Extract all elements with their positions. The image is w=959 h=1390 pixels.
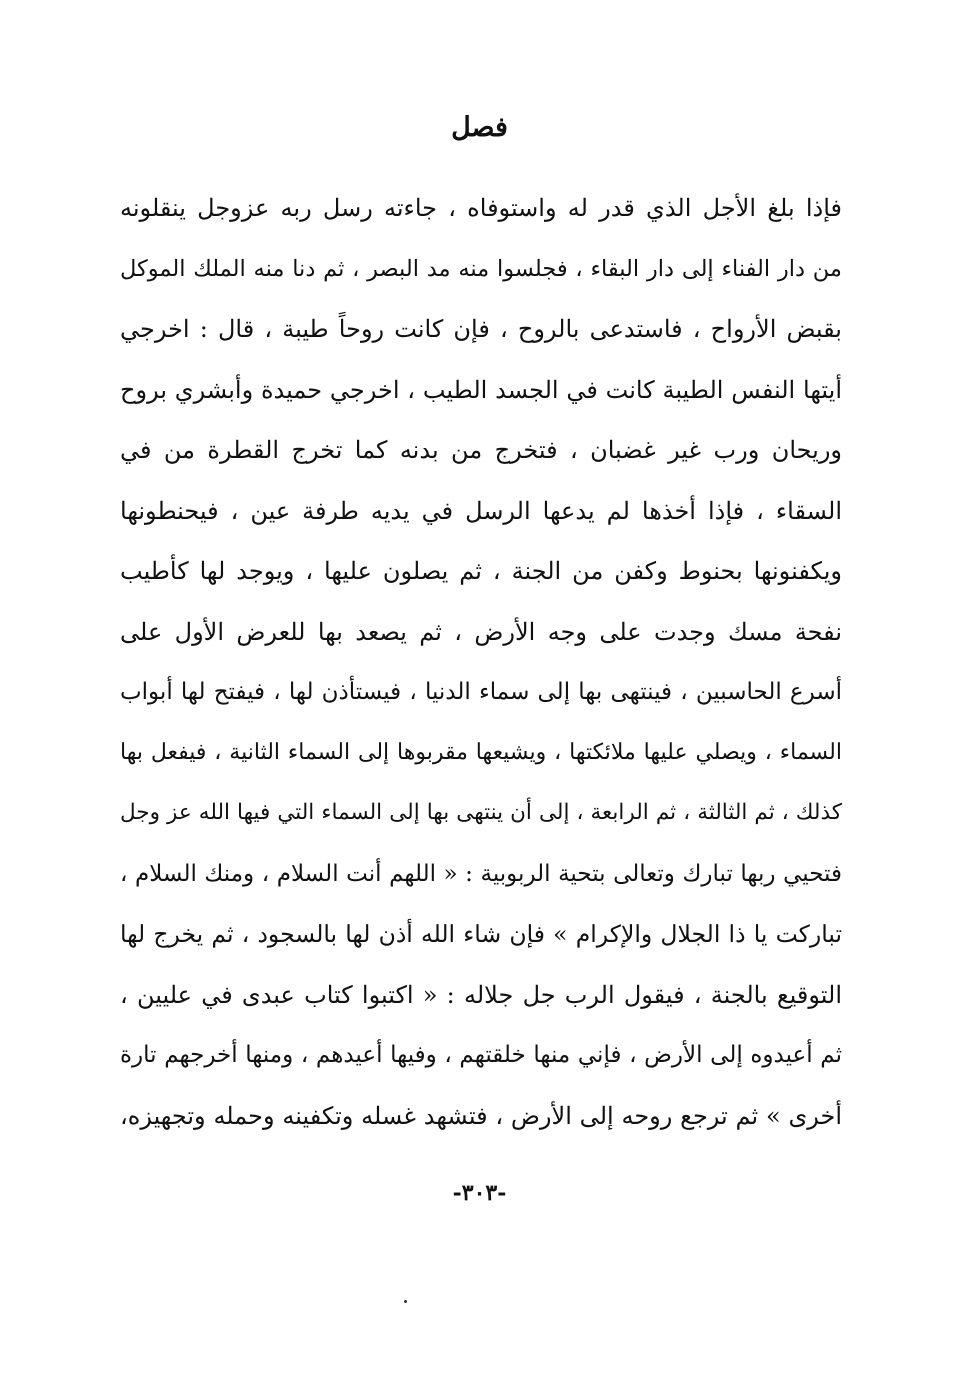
text-line: تباركت يا ذا الجلال والإكرام » فإن شاء الله أذن لها بالسجود ، ثم يخرج لها xyxy=(120,920,842,948)
text-line: وريحان ورب غير غضبان ، فتخرج من بدنه كما تخرج القطرة من في xyxy=(120,436,842,464)
text-line: من دار الفناء إلى دار البقاء ، فجلسوا منه مد البصر ، ثم دنا منه الملك الموكل xyxy=(120,255,842,282)
text-line: ثم أعيدوه إلى الأرض ، فإني منها خلقتهم ، وفيها أعيدهم ، ومنها أخرجهم تارة xyxy=(120,1042,842,1068)
text-line: كذلك ، ثم الثالثة ، ثم الرابعة ، إلى أن ينتهى بها إلى السماء التي فيها الله عز وجل xyxy=(120,800,842,825)
text-line: نفحة مسك وجدت على وجه الأرض ، ثم يصعد بها للعرض الأول على xyxy=(120,617,842,646)
body-text xyxy=(120,178,842,1146)
text-line: فتحيي ربها تبارك وتعالى بتحية الربوبية : « اللهم أنت السلام ، ومنك السلام ، xyxy=(120,860,842,887)
section-heading: فصل xyxy=(451,112,508,143)
text-line: ويكفنونها بحنوط وكفن من الجنة ، ثم يصلون عليها ، ويوجد لها كأطيب xyxy=(120,557,842,585)
text-line: التوقيع بالجنة ، فيقول الرب جل جلاله : « اكتبوا كتاب عبدى في عليين ، xyxy=(120,980,842,1009)
text-line: فإذا بلغ الأجل الذي قدر له واستوفاه ، جاءته رسل ربه عزوجل ينقلونه xyxy=(120,194,842,222)
page-number: -٣٠٣- xyxy=(452,1180,507,1206)
text-line: أيتها النفس الطيبة كانت في الجسد الطيب ، اخرجي حميدة وأبشري بروح xyxy=(120,375,842,404)
text-line: السماء ، ويصلي عليها ملائكتها ، ويشيعها مقربوها إلى السماء الثانية ، فيفعل بها xyxy=(120,739,842,765)
text-line: السقاء ، فإذا أخذها لم يدعها الرسل في يديه طرفة عين ، فيحنطونها xyxy=(120,496,842,525)
text-line: أسرع الحاسبين ، فينتهى بها إلى سماء الدنيا ، فيستأذن لها ، فيفتح لها أبواب xyxy=(120,679,842,705)
text-line: بقبض الأرواح ، فاستدعى بالروح ، فإن كانت روحاً طيبة ، قال : اخرجي xyxy=(120,315,842,343)
scan-speck xyxy=(404,1300,407,1303)
text-line: أخرى » ثم ترجع روحه إلى الأرض ، فتشهد غسله وتكفينه وحمله وتجهيزه، xyxy=(120,1101,842,1130)
